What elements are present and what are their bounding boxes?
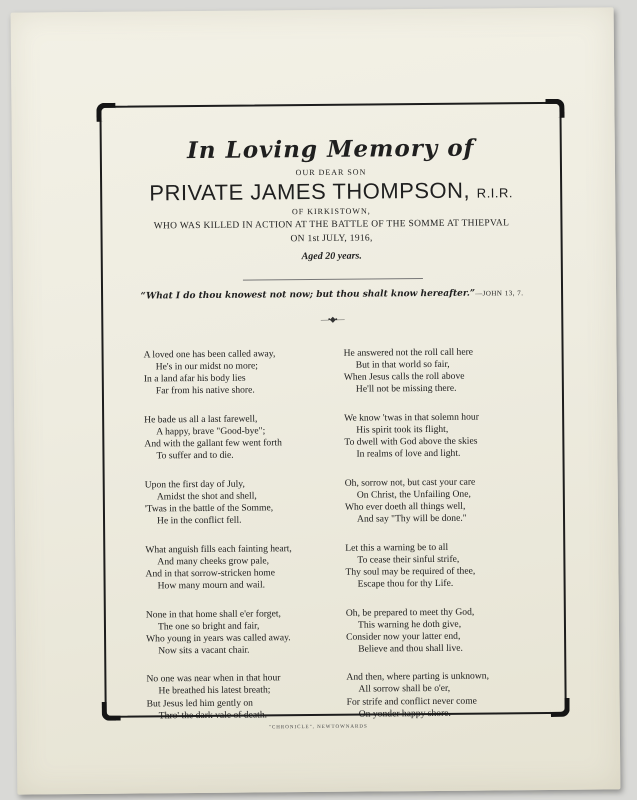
quote-text: “What I do thou knowest not now; but thou shalt know hereafter.”	[140, 288, 476, 302]
poem-line: In a land afar his body lies	[143, 372, 246, 385]
poem-line: His spirit took its flight,	[356, 423, 449, 436]
poem-line: Thro' the dark vale of death.	[158, 709, 268, 722]
date-line: ON 1st JULY, 1916,	[290, 233, 373, 245]
poem-line: Oh, be prepared to meet thy God,	[345, 606, 475, 619]
scripture-quote	[103, 288, 561, 302]
poem-stanza	[145, 477, 345, 527]
poem-stanza	[344, 411, 544, 461]
poem-line: On yonder happy shore.	[358, 707, 451, 720]
divider-rule	[243, 278, 423, 281]
poem-line: He breathed his latest breath;	[158, 684, 271, 697]
poem-line: Escape thou for thy Life.	[357, 577, 454, 590]
poem-line: Upon the first day of July,	[144, 478, 245, 491]
poem-line: And with the gallant few went forth	[144, 437, 282, 450]
regiment: R.I.R.	[476, 185, 514, 201]
poem-line: None in that home shall e'er forget,	[145, 607, 281, 620]
poem-line: He in the conflict fell.	[156, 514, 242, 527]
poem-line: A happy, brave "Good-bye";	[156, 425, 266, 438]
poem-line: Far from his native shore.	[155, 384, 255, 397]
poem-line: In realms of love and light.	[356, 447, 461, 460]
poem-line: Oh, sorrow not, but cast your care	[344, 476, 476, 489]
poem-line: Who young in years was called away.	[146, 631, 291, 645]
age-line: Aged 20 years.	[301, 250, 362, 263]
poem-line: To suffer and to die.	[156, 449, 234, 462]
poem-line: Let this a warning be to all	[345, 541, 449, 554]
poem-line: But in that world so fair,	[355, 358, 450, 371]
poem-line: But Jesus led him gently on	[146, 697, 254, 710]
poem-line: Amidst the shot and shell,	[156, 490, 257, 503]
poem-stanza	[344, 346, 544, 396]
poem-line: What anguish fills each fainting heart,	[145, 542, 292, 556]
soldier-name-line	[102, 177, 560, 207]
poem-line: The one so bright and fair,	[157, 620, 260, 632]
dear-son-line: OUR DEAR SON	[295, 167, 367, 178]
poem-line: Believe and thou shall live.	[358, 642, 463, 655]
hometown-line: OF KIRKISTOWN,	[291, 206, 371, 217]
poem-line: To dwell with God above the skies	[344, 435, 478, 448]
poem-stanza	[144, 348, 344, 398]
poem-column-left	[144, 348, 347, 739]
poem-stanza	[146, 672, 346, 722]
poem-line: For strife and conflict never come	[346, 695, 477, 708]
border-corner	[96, 103, 115, 122]
poem-line: And in that sorrow-stricken home	[145, 567, 276, 580]
poem-line: Consider now your latter end,	[346, 630, 461, 643]
quote-reference: —JOHN 13, 7.	[475, 289, 524, 298]
poem-line: 'Twas in the battle of the Somme,	[144, 502, 274, 515]
poem-stanza	[345, 541, 545, 591]
poem-stanza	[345, 476, 545, 526]
poem-line: He'll not be missing there.	[355, 383, 457, 395]
poem-line: Who ever doeth all things well,	[344, 500, 466, 513]
ornament-divider: —•◆•—	[320, 314, 344, 324]
poem-line: Thy soul may be required of thee,	[345, 565, 476, 578]
poem-line: And then, where parting is unknown,	[346, 670, 490, 684]
border-corner	[102, 702, 121, 721]
poem-line: He bade us all a last farewell,	[144, 413, 258, 426]
poem-line: All sorrow shall be o'er,	[358, 683, 451, 696]
poem-line: We know 'twas in that solemn hour	[344, 411, 479, 424]
printer-imprint: "CHRONICLE", NEWTOWNARDS	[268, 724, 368, 731]
poem-column-right	[344, 346, 547, 737]
poem-stanza	[144, 413, 344, 463]
poem-line: When Jesus calls the roll above	[343, 370, 465, 383]
poem-line: And many cheeks grow pale,	[157, 555, 270, 568]
poem-line: And say "Thy will be done."	[356, 512, 467, 525]
soldier-name: PRIVATE JAMES THOMPSON,	[149, 177, 471, 206]
poem-line: Now sits a vacant chair.	[158, 644, 250, 657]
killed-in-action-line: WHO WAS KILLED IN ACTION AT THE BATTLE OF THE SOMME AT THIEPVAL	[153, 218, 510, 232]
poem-line: On Christ, the Unfailing One,	[356, 488, 471, 501]
poem-line: How many mourn and wail.	[157, 579, 266, 592]
poem-line: To cease their sinful strife,	[357, 553, 460, 566]
memorial-card	[11, 7, 621, 794]
poem-stanza	[145, 542, 345, 592]
poem-stanza	[346, 605, 546, 655]
memorial-title: In Loving Memory of	[186, 134, 475, 165]
poem-line: A loved one has been called away,	[143, 348, 276, 361]
poem-line: This warning he doth give,	[357, 618, 462, 631]
border-corner	[545, 99, 564, 118]
poem-line: No one was near when in that hour	[146, 672, 281, 685]
border-corner	[551, 698, 570, 717]
decorative-border	[99, 102, 566, 722]
poem-line: He answered not the roll call here	[343, 346, 474, 359]
poem-line: He's in our midst no more;	[155, 360, 258, 373]
poem-stanza	[146, 607, 346, 657]
poem-stanza	[346, 670, 546, 720]
